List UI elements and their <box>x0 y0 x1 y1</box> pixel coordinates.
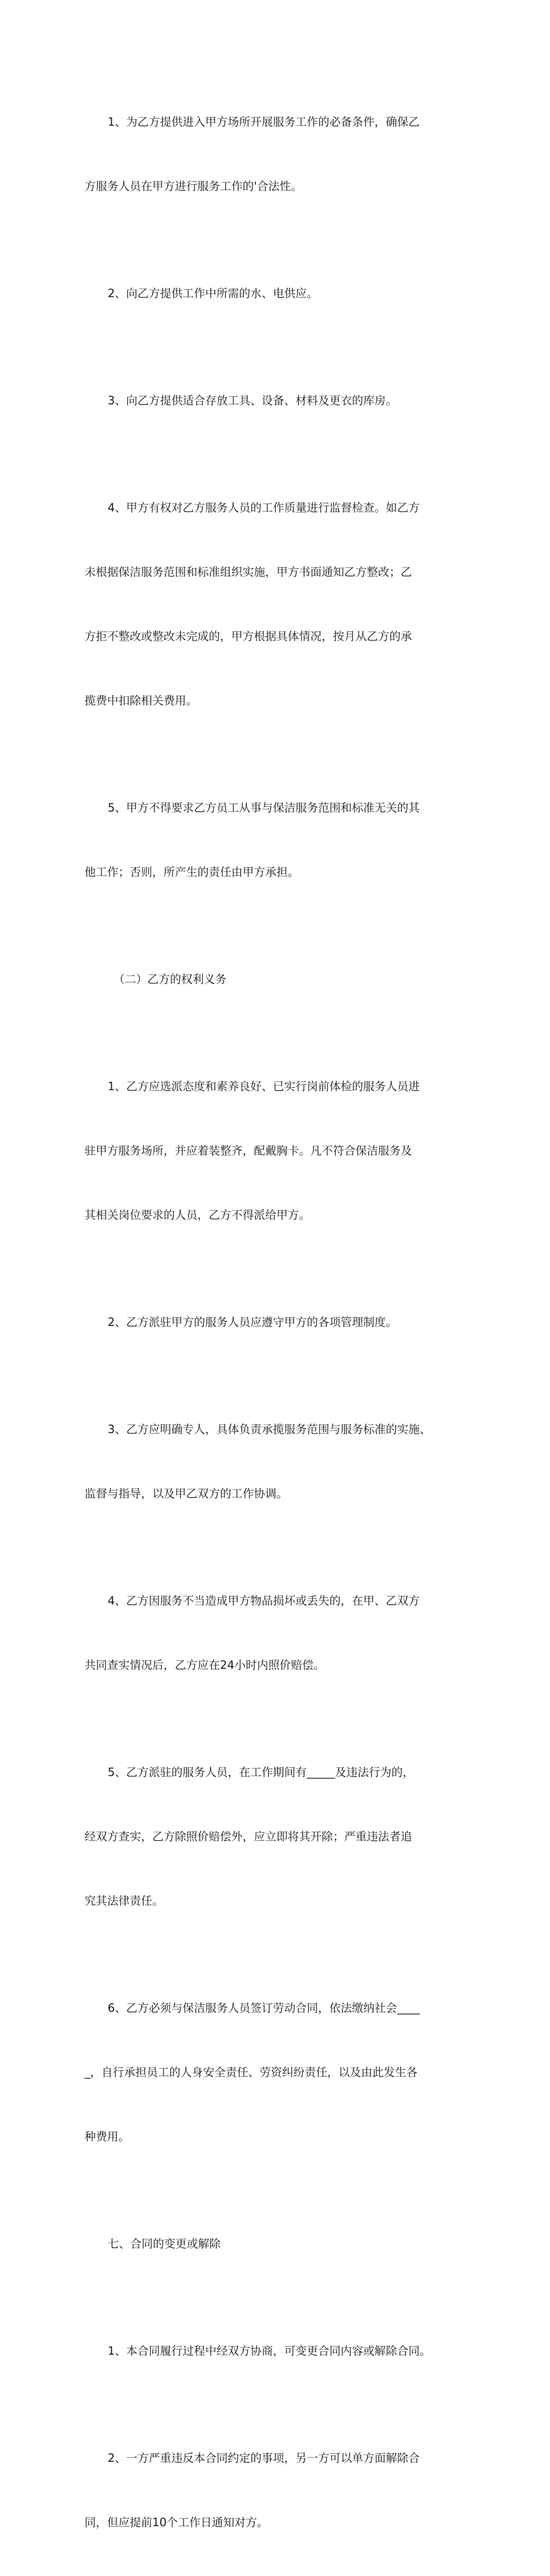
text-line: 1、乙方应选派态度和素养良好、已实行岗前体检的服务人员进 <box>108 1080 420 1093</box>
paragraph-party-b-duty-5 <box>85 1719 484 1954</box>
text-line: 5、乙方派驻的服务人员，在工作期间有_____及违法行为的， <box>108 1766 415 1779</box>
paragraph-party-b-duty-4 <box>85 1547 484 1719</box>
text-line: 3、向乙方提供适合存放工具、设备、材料及更衣的库房。 <box>108 394 397 407</box>
paragraph-party-a-duty-1 <box>85 68 484 240</box>
text-line: 6、乙方必须与保洁服务人员签订劳动合同，依法缴纳社会____ <box>108 2001 420 2015</box>
text-line: 共同查实情况后，乙方应在24小时内照价赔偿。 <box>85 1658 325 1672</box>
paragraph-contract-change-1 <box>85 2297 484 2405</box>
paragraph-party-b-duty-6 <box>85 1954 484 2190</box>
paragraph-party-b-duty-1 <box>85 1033 484 1269</box>
text-line: 方拒不整改或整改未完成的，甲方根据具体情况，按月从乙方的承 <box>85 630 412 643</box>
text-line: 1、为乙方提供进入甲方场所开展服务工作的必备条件，确保乙 <box>108 115 420 129</box>
text-line: 4、乙方因服务不当造成甲方物品损坏或丢失的，在甲、乙双方 <box>108 1594 420 1607</box>
paragraph-party-a-duty-5 <box>85 754 484 926</box>
text-line: 究其法律责任。 <box>85 1894 164 1908</box>
text-line: 其相关岗位要求的人员，乙方不得派给甲方。 <box>85 1208 311 1222</box>
paragraph-party-a-duty-3 <box>85 347 484 454</box>
text-line: 未根据保洁服务范围和标准组织实施，甲方书面通知乙方整改；乙 <box>85 565 412 579</box>
text-line: 2、乙方派驻甲方的服务人员应遵守甲方的各项管理制度。 <box>108 1316 397 1329</box>
text-line: 5、甲方不得要求乙方员工从事与保洁服务范围和标准无关的其 <box>108 801 420 814</box>
text-line: 监督与指导，以及甲乙双方的工作协调。 <box>85 1487 288 1500</box>
text-line: _，自行承担员工的人身安全责任、劳资纠纷责任，以及由此发生各 <box>85 2066 418 2079</box>
paragraph-contract-change-2 <box>85 2405 484 2576</box>
paragraph-party-b-duty-2 <box>85 1269 484 1376</box>
paragraph-party-a-duty-2 <box>85 240 484 347</box>
text-line: 1、本合同履行过程中经双方协商，可变更合同内容或解除合同。 <box>108 2344 431 2358</box>
text-line: 方服务人员在甲方进行服务工作的'合法性。 <box>85 180 302 193</box>
text-line: 经双方查实，乙方除照价赔偿外，应立即将其开除；严重违法者追 <box>85 1830 412 1843</box>
text-line: 2、向乙方提供工作中所需的水、电供应。 <box>108 287 318 300</box>
section-heading-contract-change <box>85 2190 484 2297</box>
section-heading-party-b <box>85 926 484 1033</box>
paragraph-party-b-duty-3 <box>85 1376 484 1547</box>
text-line: 2、一方严重违反本合同约定的事项，另一方可以单方面解除合 <box>108 2451 420 2465</box>
text-line: 3、乙方应明确专人，具体负责承揽服务范围与服务标准的实施、 <box>108 1423 431 1436</box>
text-line: 他工作；否则，所产生的责任由甲方承担。 <box>85 865 299 879</box>
text-line: 4、甲方有权对乙方服务人员的工作质量进行监督检查。如乙方 <box>108 501 420 514</box>
section-heading: 七、合同的变更或解除 <box>108 2237 221 2250</box>
document-body <box>85 68 484 2576</box>
section-heading: （二）乙方的权利义务 <box>113 973 227 986</box>
text-line: 驻甲方服务场所，并应着装整齐，配戴胸卡。凡不符合保洁服务及 <box>85 1144 412 1157</box>
paragraph-party-a-duty-4 <box>85 454 484 754</box>
text-line: 同，但应提前10个工作日通知对方。 <box>85 2516 269 2529</box>
text-line: 种费用。 <box>85 2130 130 2143</box>
text-line: 揽费中扣除相关费用。 <box>85 694 198 707</box>
